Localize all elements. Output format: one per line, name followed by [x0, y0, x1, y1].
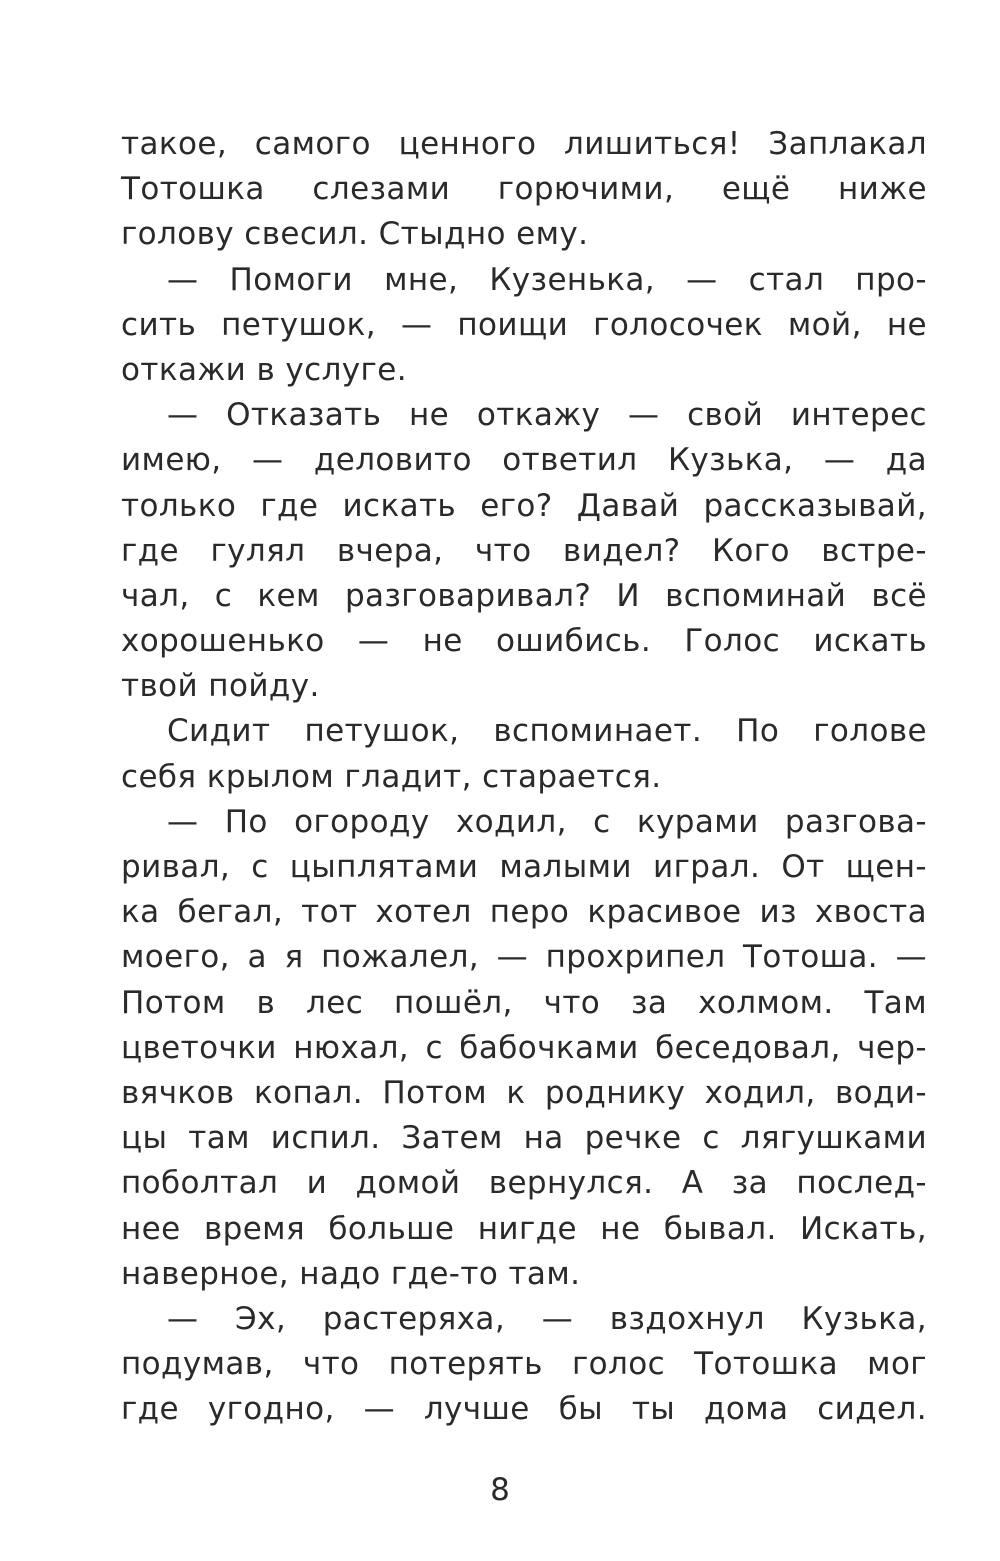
text-line: Тотошка слезами горючими, ещё ниже	[121, 171, 927, 208]
text-line: откажи в услуге.	[121, 351, 407, 388]
text-line: — Помоги мне, Кузенька, — стал про-	[167, 261, 927, 298]
text-line: Потом в лес пошёл, что за холмом. Там	[121, 984, 927, 1021]
text-line: Сидит петушок, вспоминает. По голове	[167, 713, 927, 750]
page-number: 8	[490, 1472, 510, 1508]
text-line: такое, самого ценного лишиться! Заплакал	[121, 126, 927, 162]
text-line: где угодно, — лучше бы ты дома сидел.	[121, 1391, 927, 1428]
page-text	[121, 122, 927, 1432]
text-line: поболтал и домой вернулся. А за послед-	[121, 1165, 927, 1202]
text-line: чал, с кем разговаривал? И вспоминай всё	[121, 577, 927, 614]
text-line: только где искать его? Давай рассказывай,	[121, 487, 927, 524]
text-line: ривал, с цыплятами малыми играл. От щен-	[121, 849, 927, 885]
text-line: — По огороду ходил, с курами разгова-	[167, 803, 927, 840]
text-line: нее время больше нигде не бывал. Искать,	[121, 1210, 927, 1247]
text-line: подумав, что потерять голос Тотошка мог	[121, 1346, 927, 1383]
text-line: себя крылом гладит, старается.	[121, 758, 662, 795]
text-line: голову свесил. Стыдно ему.	[121, 216, 589, 253]
text-line: цы там испил. Затем на речке с лягушками	[121, 1120, 927, 1157]
text-line: твой пойду.	[121, 668, 320, 705]
text-line: хорошенько — не ошибись. Голос искать	[121, 623, 927, 660]
text-line: цветочки нюхал, с бабочками беседовал, чер-	[121, 1029, 927, 1066]
text-line: наверное, надо где-то там.	[121, 1255, 581, 1292]
text-line: — Эх, растеряха, — вздохнул Кузька,	[167, 1300, 927, 1337]
text-line: где гулял вчера, что видел? Кого встре-	[121, 532, 927, 569]
text-line: имею, — деловито ответил Кузька, — да	[121, 442, 927, 479]
text-line: — Отказать не откажу — свой интерес	[167, 397, 927, 434]
text-line: вячков копал. Потом к роднику ходил, води-	[121, 1074, 927, 1111]
text-line: моего, а я пожалел, — прохрипел Тотоша. —	[121, 939, 927, 976]
text-line: ка бегал, тот хотел перо красивое из хвоста	[121, 894, 927, 931]
text-line: сить петушок, — поищи голосочек мой, не	[121, 306, 927, 343]
